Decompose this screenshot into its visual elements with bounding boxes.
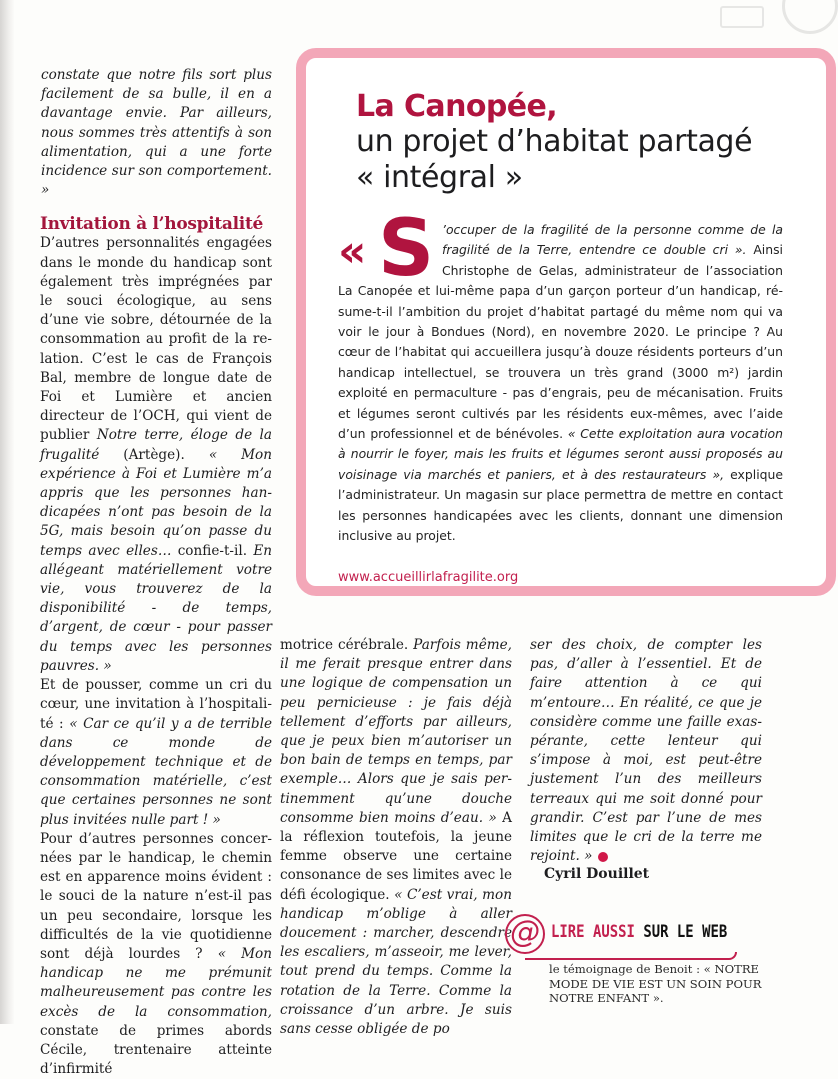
- paragraph: [40, 234, 272, 676]
- paragraph: [530, 636, 762, 866]
- intro-quote: constate que notre fils sort plus facilement de sa bulle, il en a davantage envie. Par ailleurs, nous sommes très attentifs à son alimentation, qui a une forte incidence sur son comportement. »: [41, 67, 272, 199]
- sidebar-box-la-canopee: [296, 48, 836, 596]
- sidebar-title-bold: La Canopée,: [356, 89, 557, 124]
- article-column-3: [530, 636, 762, 866]
- quote: « Mon expérience à Foi et Lumière m’a appris que les personnes handicapées n’ont pas besoin de la 5G, mais besoin qu’on passe du temps avec elles…: [40, 446, 272, 559]
- quote: « Cette exploitation aura vocation à nourrir le foyer, mais les fruits et légumes seront aussi proposés au voisinage via marchés et paniers, et à des restaurateurs »,: [338, 426, 783, 482]
- section-tab-icon: [720, 6, 764, 28]
- text-run: explique l’administrateur. Un magasin sur place permettra de mettre en contact les personnes handicapées avec les clients, donnant une dimension inclusive au projet.: [338, 466, 783, 544]
- text-run: constate de primes abords Cécile, trentenaire atteinte d’infirmité: [40, 1022, 272, 1078]
- section-heading: Invitation à l’hospitalité: [40, 214, 264, 235]
- quote: « C’est vrai, mon handicap m’oblige à aller doucement : marcher, descendre les escaliers, m’asseoir, me lever, tout prend du temps. Comme la rotation de la Terre. Comme la croissance d’un arbre. Je suis sans cesse obligée de po: [280, 886, 512, 1038]
- read-also-label-black: SUR LE WEB: [634, 922, 728, 942]
- quote: Parfois même, il me ferait presque entrer dans une logique de compensation un peu pernicieuse : je fais déjà tellement d’efforts par ailleurs, que je peux bien m’autoriser un bon bain de temps en temps, par exemple… Alors que je sais pertinemment qu’une douche consomme bien moins d’eau. »: [280, 637, 512, 826]
- text-run: A la réflexion toutefois, la jeune femme observe une certaine consonance de ses limites avec le défi écologique.: [280, 809, 512, 903]
- banner-underline: [525, 952, 737, 960]
- quote: « Car ce qu’il y a de terrible dans ce monde de développement technique et de consommation matérielle, c’est que certaines personnes ne sont plus invitées nulle part ! »: [40, 715, 272, 828]
- end-mark-icon: [598, 852, 608, 862]
- sidebar-body: [338, 204, 783, 547]
- text-run: D’autres personnalités engagées dans le monde du handicap sont également très imprégnées par le souci écologique, au sens d’une vie sobre, détournée de la consommation au profit de la relation. C’est le cas de François Bal, membre de longue date de Foi et Lumière et ancien directeur de l’OCH, qui vient de publier: [40, 235, 272, 444]
- at-sign-icon: @: [505, 914, 545, 954]
- read-also-label-red: LIRE AUSSI: [551, 922, 635, 942]
- read-also-label: [551, 922, 727, 942]
- read-also-banner[interactable]: [505, 914, 745, 962]
- sidebar-title: [356, 90, 816, 196]
- paragraph: [40, 676, 272, 830]
- dropcap: [338, 204, 438, 294]
- book-title: Notre terre, éloge de la frugalité: [40, 427, 273, 463]
- read-also-text[interactable]: le témoignage de Benoit : « NOTRE MODE DE VIE EST UN SOIN POUR NOTRE ENFANT ».: [549, 962, 762, 1005]
- paragraph: [280, 636, 512, 1039]
- page-gutter-shadow: [0, 0, 14, 1024]
- article-column-1: [40, 66, 272, 1079]
- paragraph: [40, 830, 272, 1079]
- dropcap-quote-mark: «: [338, 226, 361, 277]
- sidebar-title-line3: « intégral »: [356, 160, 523, 195]
- text-run: Et de pousser, comme un cri du cœur, une invitation à l’hospitalité :: [40, 677, 272, 732]
- section-logo-watermark: [690, 0, 816, 50]
- dropcap-letter: S: [378, 204, 435, 294]
- publisher: (Artège).: [99, 446, 185, 463]
- text-run: motrice cérébrale.: [280, 637, 414, 653]
- quote: ser des choix, de compter les pas, d’aller à l’essentiel. Et de faire attention à ce qui m’entoure… En réalité, ce que je considère comme une faille exaspérante, cette lenteur qui s’impose à moi, est peut-être justement l’un des meilleurs terreaux qui me soit donné pour grandir. C’est par l’une de mes limites que le cri de la terre me rejoint. »: [530, 637, 762, 865]
- author-byline: Cyril Douillet: [544, 866, 650, 882]
- text-run: confie-t-il.: [171, 542, 254, 559]
- text-run: Pour d’autres personnes concernées par le handicap, le chemin est en apparence moins évident : le souci de la nature n’est-il pas un peu secondaire, lorsque les difficultés de la vie quotidienne sont déjà lourdes ?: [40, 830, 272, 962]
- sidebar-url-link[interactable]: www.accueillirlafragilite.org: [338, 570, 519, 585]
- text-run: Ainsi Christophe de Gelas, administrateur de l’association La Canopée et lui-même papa d’un garçon porteur d’un handicap, résume-t-il l’ambition du projet d’habitat partagé du même nom qui va voir le jour à Bondues (Nord), en novembre 2020. Le principe ? Au cœur de l’habitat qui accueillera jusqu’à douze résidents porteurs d’un handicap intellectuel, se trouvera un très grand (3000 m²) jardin exploité en permaculture - pas d’engrais, peu de mécanisation. Fruits et légumes seront cultivés par les résidents eux-mêmes, avec l’aide d’un professionnel et de bénévoles.: [338, 242, 783, 442]
- quote: « Mon handicap ne me prémunit malheureusement pas contre les excès de la consommation,: [40, 945, 272, 1020]
- compass-icon: [782, 0, 838, 34]
- sidebar-title-line2: un projet d’habitat partagé: [356, 124, 753, 159]
- article-column-2: [280, 636, 512, 1039]
- quote: En allégeant matériellement votre vie, vous trouverez de la disponibilité - de temps, d’argent, de cœur - pour passer du temps avec les personnes pauvres. »: [40, 542, 272, 674]
- lead-quote: ’occuper de la fragilité de la personne comme de la fragilité de la Terre, entendre ce double cri ».: [442, 222, 783, 258]
